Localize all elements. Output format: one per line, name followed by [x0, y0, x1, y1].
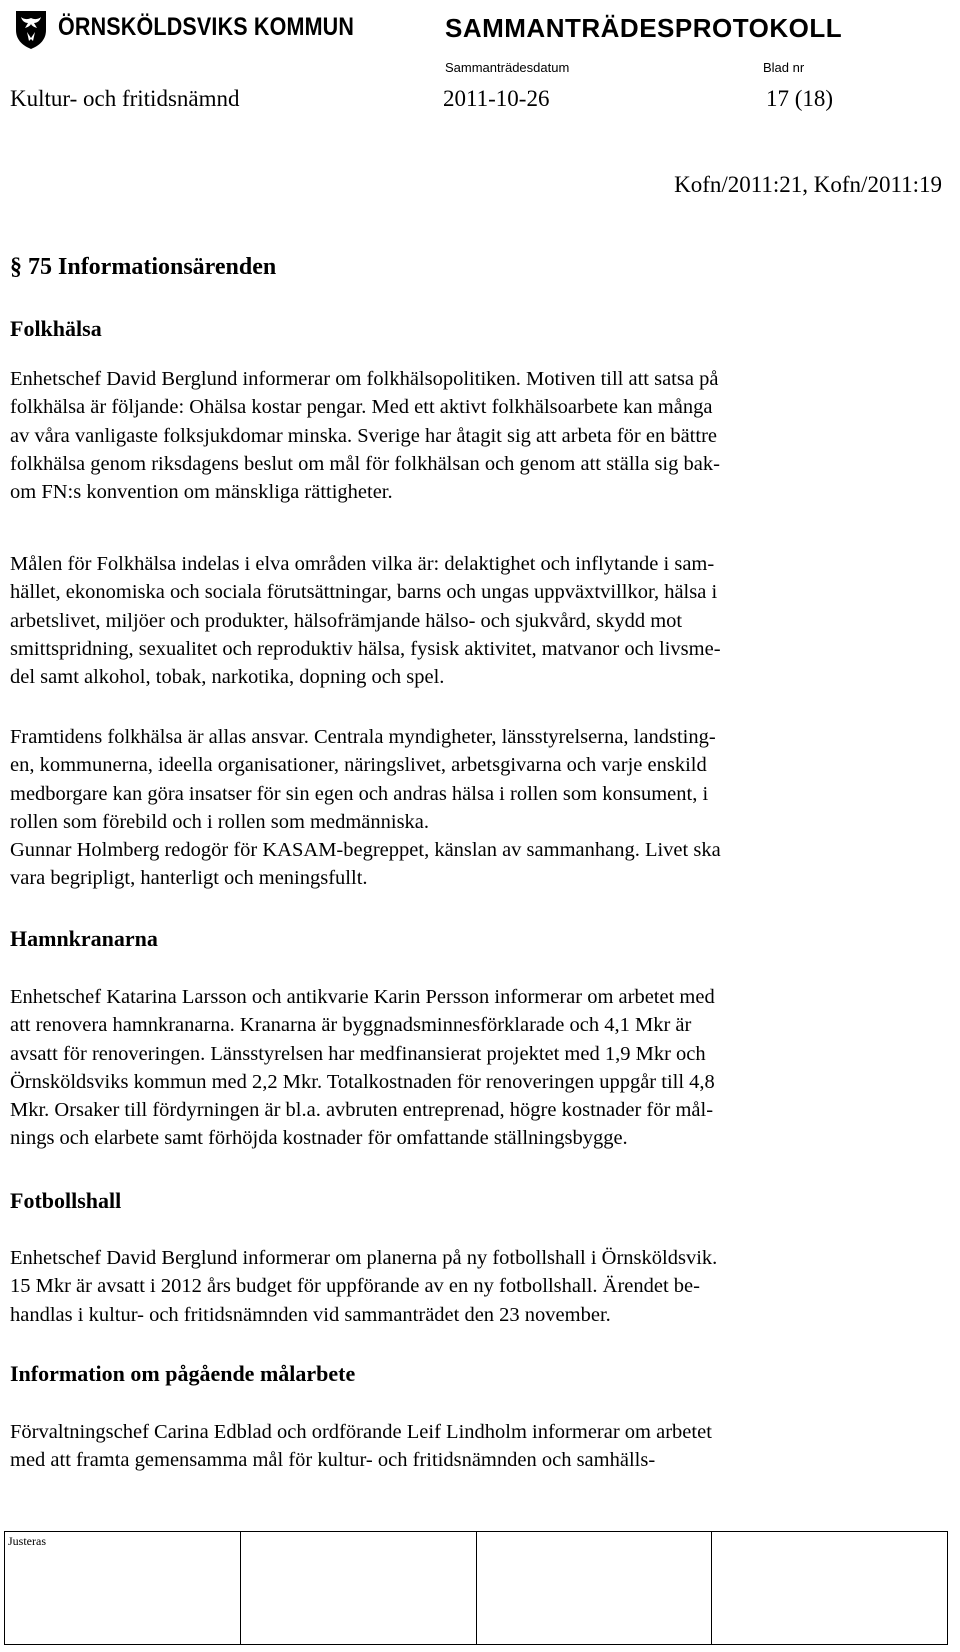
- kommun-name: ÖRNSKÖLDSVIKS KOMMUN: [58, 13, 355, 41]
- paragraph-title: § 75 Informationsärenden: [10, 254, 277, 280]
- text-line: hället, ekonomiska och sociala förutsättningar, barns och ungas uppväxtvillkor, hälsa i: [10, 581, 718, 604]
- text-line: vara begripligt, hanterligt och meningsfullt.: [10, 867, 368, 890]
- text-line: Mkr. Orsaker till fördyrningen är bl.a. avbruten entreprenad, högre kostnader för mål-: [10, 1099, 714, 1122]
- justeras-cell[interactable]: [712, 1532, 947, 1644]
- coat-of-arms-icon: [14, 8, 48, 50]
- text-line: om FN:s konvention om mänskliga rättigheter.: [10, 481, 393, 504]
- section-heading-fotbollshall: Fotbollshall: [10, 1188, 122, 1213]
- text-line: Enhetschef David Berglund informerar om planerna på ny fotbollshall i Örnsköldsvik.: [10, 1247, 718, 1269]
- justeras-box: [4, 1531, 948, 1645]
- document-type: SAMMANTRÄDESPROTOKOLL: [445, 13, 843, 43]
- text-line: av våra vanligaste folksjukdomar minska. Sverige har åtagit sig att arbeta för en bättre: [10, 424, 717, 447]
- text-line: Enhetschef Katarina Larsson och antikvarie Karin Persson informerar om arbetet med: [10, 986, 715, 1008]
- text-line: att renovera hamnkranarna. Kranarna är byggnadsminnesförklarade och 4,1 Mkr är: [10, 1014, 692, 1037]
- text-line: Framtidens folkhälsa är allas ansvar. Centrala myndigheter, länsstyrelserna, landsting-: [10, 726, 716, 748]
- text-line: medborgare kan göra insatser för sin egen och andras hälsa i rollen som konsument, i: [10, 782, 709, 805]
- committee-name: Kultur- och fritidsnämnd: [10, 86, 240, 111]
- page-number-label: Blad nr: [763, 60, 805, 75]
- text-line: en, kommunerna, ideella organisationer, näringslivet, arbetsgivarna och varje enskild: [10, 754, 707, 777]
- text-line: del samt alkohol, tobak, narkotika, dopning och spel.: [10, 666, 445, 689]
- folkhalsa-paragraph-1: [10, 365, 920, 506]
- malarbete-paragraph: [10, 1418, 920, 1475]
- text-line: Målen för Folkhälsa indelas i elva områden vilka är: delaktighet och inflytande i sam-: [10, 553, 715, 575]
- text-line: smittspridning, sexualitet och reproduktiv hälsa, fysisk aktivitet, matvanor och livsme-: [10, 637, 721, 660]
- justeras-cell[interactable]: [5, 1532, 241, 1644]
- text-line: handlas i kultur- och fritidsnämnden vid sammanträdet den 23 november.: [10, 1303, 611, 1326]
- folkhalsa-paragraph-3: [10, 723, 920, 893]
- text-line: nings och elarbete samt förhöjda kostnader för omfattande ställningsbygge.: [10, 1127, 628, 1150]
- text-line: folkhälsa är följande: Ohälsa kostar pengar. Med ett aktivt folkhälsoarbete kan många: [10, 396, 713, 419]
- text-line: Enhetschef David Berglund informerar om folkhälsopolitiken. Motiven till att satsa på: [10, 368, 719, 390]
- hamnkranarna-paragraph: [10, 983, 920, 1153]
- justeras-cell[interactable]: [477, 1532, 713, 1644]
- text-line: avsatt för renoveringen. Länsstyrelsen har medfinansierat projektet med 1,9 Mkr och: [10, 1042, 706, 1065]
- justeras-label: Justeras: [8, 1534, 46, 1548]
- text-line: med att framta gemensamma mål för kultur- och fritidsnämnden och samhälls-: [10, 1449, 656, 1472]
- text-line: Gunnar Holmberg redogör för KASAM-begreppet, känslan av sammanhang. Livet ska: [10, 839, 721, 862]
- fotbollshall-paragraph: [10, 1244, 920, 1329]
- text-line: rollen som förebild och i rollen som medmänniska.: [10, 810, 430, 833]
- section-heading-hamnkranarna: Hamnkranarna: [10, 926, 158, 951]
- case-reference: Kofn/2011:21, Kofn/2011:19: [674, 172, 942, 197]
- text-line: 15 Mkr är avsatt i 2012 års budget för uppförande av en ny fotbollshall. Ärendet be-: [10, 1275, 700, 1298]
- justeras-cell[interactable]: [241, 1532, 477, 1644]
- page-number: 17 (18): [766, 86, 834, 111]
- text-line: Örnsköldsviks kommun med 2,2 Mkr. Totalkostnaden för renoveringen uppgår till 4,8: [10, 1070, 715, 1093]
- folkhalsa-paragraph-2: [10, 550, 920, 691]
- text-line: arbetslivet, miljöer och produkter, hälsofrämjande hälso- och sjukvård, skydd mot: [10, 609, 683, 632]
- meeting-date-label: Sammanträdesdatum: [445, 60, 570, 75]
- section-heading-malarbete: Information om pågående målarbete: [10, 1361, 356, 1386]
- text-line: Förvaltningschef Carina Edblad och ordförande Leif Lindholm informerar om arbetet: [10, 1421, 712, 1443]
- section-heading-folkhalsa: Folkhälsa: [10, 316, 102, 341]
- meeting-date: 2011-10-26: [443, 86, 550, 111]
- text-line: folkhälsa genom riksdagens beslut om mål för folkhälsan och genom att ställa sig bak-: [10, 452, 720, 475]
